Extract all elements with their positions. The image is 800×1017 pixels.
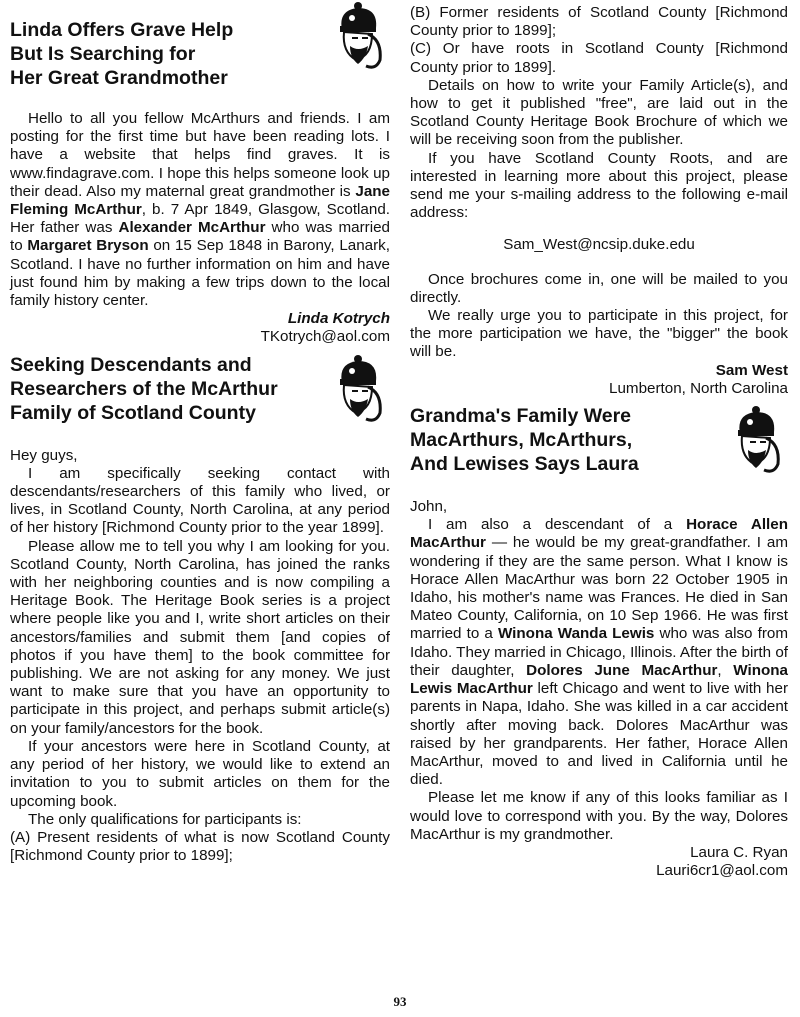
email: Sam_West@ncsip.duke.edu (503, 236, 695, 254)
paragraph: If you have Scotland County Roots, and are interested in learning more about this project, please send me your s-mailing address to the following e-mail address: (410, 149, 788, 222)
article-sam (10, 353, 390, 866)
scotsman-head-icon (726, 404, 786, 478)
scotsman-head-icon (328, 353, 388, 427)
article-sam-continued (410, 0, 788, 398)
qualification-c: (C) Or have roots in Scotland County [Richmond County prior to 1899]. (410, 40, 788, 76)
location: Lumberton, North Carolina (609, 379, 788, 397)
article-linda (10, 0, 390, 347)
article-title: Seeking Descendants and Researchers of the McArthur Family of Scotland County (10, 353, 278, 424)
greeting: John, (410, 498, 448, 516)
page-number: 93 (393, 994, 407, 1009)
article-title: Grandma's Family Were MacArthurs, McArthurs, And Lewises Says Laura (410, 405, 639, 476)
left-column (10, 0, 390, 865)
article-laura (410, 404, 788, 880)
paragraph: I am also a descendant of a Horace Allen MacArthur — he would be my great-grandfather. I am wondering if they are the same person. What I know is Horace Allen MacArthur was born 22 October 1905 in Idaho, his mother's name was Frances. He died in San Mateo County, California, on 10 Sep 1966. He was first married to a Winona Wanda Lewis who was also from Idaho. They married in Chicago, Illinois. After the birth of their daughter, Dolores June MacArthur, Winona Lewis MacArthur left Chicago and went to live with her parents in Napa, Idaho. She was killed in a car accident shortly after moving back. Dolores MacArthur was raised by her grandparents. Her father, Horace Allen MacArthur, moved to and lived in California until he died. (410, 516, 788, 789)
signature: Linda Kotrych (287, 310, 390, 328)
paragraph: Details on how to write your Family Article(s), and how to get it published "free", are laid out in the Scotland County Heritage Book Brochure of which we will be receiving soon from the publisher. (410, 76, 788, 149)
title-line: Her Great Grandmother (10, 67, 228, 89)
paragraph: I am specifically seeking contact with descendants/researchers of this family who lived, or lives, in Scotland County, North Carolina, at any period of her history [Richmond County prior to the year 1899]. (10, 464, 390, 537)
signature: Sam West (715, 361, 788, 379)
paragraph: We really urge you to participate in this project, for the more participation we have, the "bigger" the book will be. (410, 307, 788, 361)
title-line: But Is Searching for (10, 43, 196, 65)
paragraph: If your ancestors were here in Scotland County, at any period of her history, we would like to extend an invitation to you to submit articles on them for the upcoming book. (10, 737, 390, 810)
paragraph: Once brochures come in, one will be mailed to you directly. (410, 270, 788, 306)
greeting: Hey guys, (10, 446, 78, 464)
email: Lauri6cr1@aol.com (656, 862, 788, 880)
article-body: Hello to all you fellow McArthurs and friends. I am posting for the first time but have been reading lots. I have a website that helps find graves. It is www.findagrave.com. I hope this helps someone look up their dead. Also my maternal great grandmother is Jane Fleming McArthur, b. 7 Apr 1849, Glasgow, Scotland. Her father was Alexander McArthur who was married to Margaret Bryson on 15 Sep 1848 in Barony, Lanark, Scotland. I have no further information on him and have just found him by making a few trips down to the local family history center. (10, 110, 390, 310)
email: TKotrych@aol.com (260, 328, 390, 346)
paragraph: Please allow me to tell you why I am looking for you. Scotland County, North Carolina, has joined the ranks with her neighboring counties and is now compiling a Heritage Book. The Heritage Book series is a project where people like you and I, write short articles on their ancestors/families and submit them [and copies of photos if you have them] to the book committee for publishing. We are not asking for any money. We just want to make sure that you have an opportunity to participate in this project, and perhaps submit article(s) on your family/ancestors for the book. (10, 537, 390, 737)
title-line: Linda Offers Grave Help (10, 19, 234, 41)
scotsman-head-icon (328, 0, 388, 74)
qualification-a: (A) Present residents of what is now Scotland County [Richmond County prior to 1899]; (10, 828, 390, 865)
paragraph: Please let me know if any of this looks familiar as I would love to correspond with you. By the way, Dolores MacArthur is my grandmother. (410, 789, 788, 843)
paragraph: The only qualifications for participants is: (28, 810, 302, 828)
right-column (410, 0, 788, 880)
qualification-b: (B) Former residents of Scotland County [Richmond County prior to 1899]; (410, 4, 788, 40)
signature: Laura C. Ryan (690, 843, 788, 861)
